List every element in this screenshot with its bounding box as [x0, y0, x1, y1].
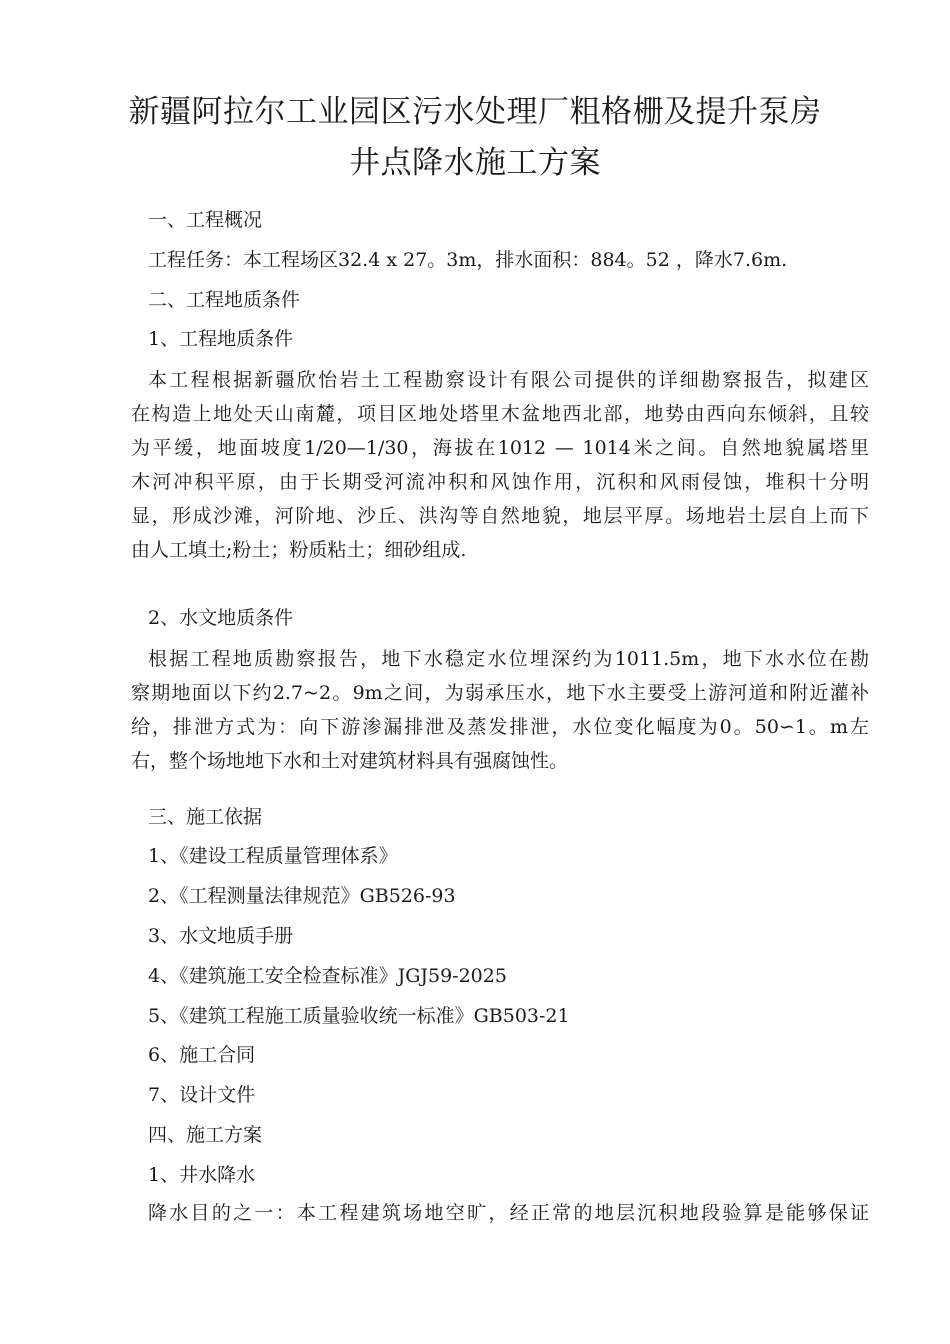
document-title-line-1: 新疆阿拉尔工业园区污水处理厂粗格栅及提升泵房 [128, 94, 822, 130]
project-task-line: 工程任务：本工程场区32.4 x 27。3m，排水面积：884。52 ，降水7.6m. [148, 249, 788, 271]
paragraph-line: 由人工填土;粉土；粉质粘土；细砂组成. [131, 539, 467, 561]
document-title-line-2: 井点降水施工方案 [349, 145, 601, 181]
paragraph-line: 右，整个场地地下水和土对建筑材料具有强腐蚀性。 [131, 750, 569, 772]
section-heading-geology: 二、工程地质条件 [148, 289, 301, 311]
engineering-geology-paragraph [131, 363, 869, 567]
section-heading-overview: 一、工程概况 [148, 209, 263, 231]
subsection-heading-hydrogeology: 2、水文地质条件 [148, 607, 294, 629]
subsection-heading-engineering-geology: 1、工程地质条件 [148, 328, 294, 350]
dewatering-purpose-paragraph [131, 1196, 869, 1230]
section-heading-construction-plan: 四、施工方案 [148, 1124, 263, 1146]
hydrogeology-paragraph [131, 642, 869, 778]
paragraph-line: 木河冲积平原，由于长期受河流冲积和风蚀作用，沉积和风雨侵蚀，堆积十分明 [131, 471, 869, 493]
paragraph-line: 为平缓，地面坡度1/20—1/30，海拔在1012 — 1014米之间。自然地貌属塔里 [131, 437, 869, 459]
paragraph-line: 降水目的之一：本工程建筑场地空旷，经正常的地层沉积地段验算是能够保证 [148, 1202, 869, 1224]
paragraph-line: 给，排泄方式为：向下游渗漏排泄及蒸发排泄，水位变化幅度为0。50∽1。m左 [131, 716, 869, 738]
paragraph-line: 察期地面以下约2.7~2。9m之间，为弱承压水，地下水主要受上游河道和附近灌补 [131, 682, 869, 704]
subsection-heading-well-dewatering: 1、井水降水 [148, 1164, 256, 1186]
paragraph-line: 根据工程地质勘察报告，地下水稳定水位埋深约为1011.5m，地下水水位在勘 [148, 648, 869, 670]
basis-list-item: 3、水文地质手册 [148, 925, 294, 947]
basis-list-item: 6、施工合同 [148, 1044, 256, 1066]
basis-list-item: 2、《工程测量法律规范》GB526-93 [148, 885, 456, 907]
paragraph-line: 显，形成沙滩，河阶地、沙丘、洪沟等自然地貌，地层平厚。场地岩土层自上而下 [131, 505, 869, 527]
basis-list-item: 1、《建设工程质量管理体系》 [148, 845, 398, 867]
section-heading-basis: 三、施工依据 [148, 806, 263, 828]
basis-list-item: 4、《建筑施工安全检查标准》JGJ59-2025 [148, 965, 507, 987]
basis-list-item: 5、《建筑工程施工质量验收统一标准》GB503-21 [148, 1005, 570, 1027]
paragraph-line: 在构造上地处天山南麓，项目区地处塔里木盆地西北部，地势由西向东倾斜，且较 [131, 403, 869, 425]
basis-list-item: 7、设计文件 [148, 1084, 256, 1106]
paragraph-line: 本工程根据新疆欣怡岩土工程勘察设计有限公司提供的详细勘察报告，拟建区 [148, 369, 869, 391]
